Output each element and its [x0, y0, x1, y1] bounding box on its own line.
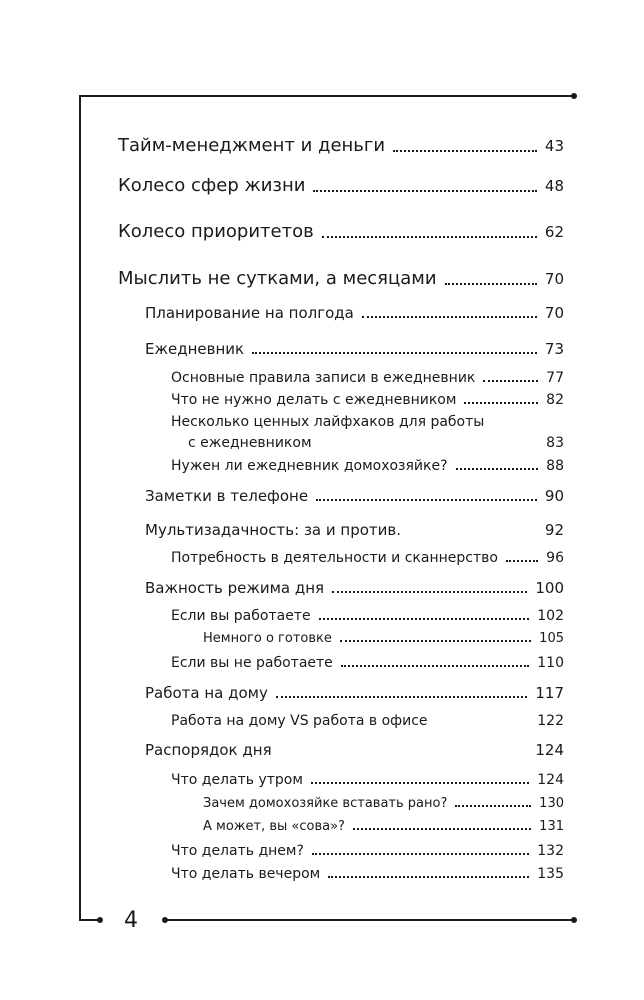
- dot-leader: [311, 782, 529, 784]
- toc-entry[interactable]: [171, 607, 564, 625]
- toc-entry[interactable]: [118, 221, 564, 243]
- toc-entry-title: Что делать утром: [171, 772, 303, 788]
- toc-entry-title: Колесо сфер жизни: [118, 175, 306, 196]
- toc-entry-page: 135: [537, 866, 564, 882]
- toc-entry[interactable]: [145, 579, 564, 598]
- dot-leader: [353, 828, 531, 830]
- toc-entry-title: Заметки в телефоне: [145, 487, 309, 505]
- toc-entry-title: Мультизадачность: за и против.: [145, 521, 402, 539]
- dot-leader: [280, 753, 528, 755]
- toc-entry[interactable]: [171, 842, 564, 860]
- dot-leader: [393, 150, 537, 152]
- toc-entry[interactable]: [203, 818, 564, 835]
- toc-entry-page: 92: [544, 521, 564, 539]
- toc-entry-page: 77: [546, 370, 564, 386]
- toc-entry-page: 43: [544, 137, 564, 155]
- toc-entry-title: Что делать вечером: [171, 866, 321, 882]
- toc-entry[interactable]: [188, 434, 564, 452]
- dot-leader: [445, 283, 537, 285]
- toc-entry[interactable]: [171, 457, 564, 475]
- toc-entry-title: Если вы не работаете: [171, 655, 333, 671]
- toc-entry-page: 90: [544, 487, 564, 505]
- toc-entry-page: 62: [544, 223, 564, 241]
- dot-leader: [340, 640, 531, 642]
- toc-entry[interactable]: [118, 135, 564, 157]
- toc-entry-title: Потребность в деятельности и сканнерство: [171, 550, 498, 566]
- toc-entry-title: А может, вы «сова»?: [203, 819, 345, 834]
- dot-leader: [409, 533, 537, 535]
- toc-entry-page: 100: [535, 579, 564, 597]
- toc-entry[interactable]: [171, 865, 564, 883]
- toc-entry-title: Что не нужно делать с ежедневником: [171, 392, 457, 408]
- toc-entry-title: Планирование на полгода: [145, 304, 354, 322]
- dot-leader: [483, 380, 538, 382]
- dot-leader: [455, 805, 531, 807]
- toc-entry[interactable]: [171, 549, 564, 567]
- dot-leader: [362, 316, 537, 318]
- toc-entry-page: 102: [537, 608, 564, 624]
- dot-leader: [506, 560, 538, 562]
- toc-entry-title: Важность режима дня: [145, 579, 325, 597]
- toc-entry-title: Распорядок дня: [145, 741, 272, 759]
- page-number: 4: [124, 908, 138, 933]
- toc-entry-title: Работа на дому VS работа в офисе: [171, 713, 428, 729]
- toc-entry[interactable]: [118, 175, 564, 197]
- toc-entry-title: Немного о готовке: [203, 631, 332, 646]
- toc-entry-page: 132: [537, 843, 564, 859]
- dot-leader: [464, 402, 538, 404]
- toc-entry-title: Нужен ли ежедневник домохозяйке?: [171, 458, 448, 474]
- toc-entry-title: Ежедневник: [145, 340, 245, 358]
- toc-entry[interactable]: [171, 654, 564, 672]
- toc-entry[interactable]: [118, 268, 564, 290]
- toc-entry-title: Мыслить не сутками, а месяцами: [118, 268, 437, 289]
- toc-entry-page: 130: [539, 796, 564, 811]
- toc-entry[interactable]: [145, 684, 564, 703]
- toc-entry[interactable]: [145, 340, 564, 359]
- dot-leader: [316, 499, 537, 501]
- toc-entry-page: 83: [546, 435, 564, 451]
- dot-leader: [252, 352, 537, 354]
- toc-entry-title: Колесо приоритетов: [118, 221, 314, 242]
- dot-leader: [456, 468, 539, 470]
- toc-entry-title: Тайм-менеджмент и деньги: [118, 135, 386, 156]
- dot-leader: [312, 853, 529, 855]
- toc-entry[interactable]: [145, 521, 564, 540]
- toc-entry-page: 70: [544, 270, 564, 288]
- toc-entry-title: Зачем домохозяйке вставать рано?: [203, 796, 448, 811]
- dot-leader: [320, 445, 539, 447]
- toc-entry[interactable]: [171, 712, 564, 730]
- dot-leader: [322, 236, 537, 238]
- toc-entry[interactable]: [145, 741, 564, 760]
- dot-leader: [276, 696, 527, 698]
- toc-entry-page: 73: [544, 340, 564, 358]
- dot-leader: [328, 876, 529, 878]
- toc-entry-page: 122: [537, 713, 564, 729]
- toc-entry-title: Основные правила записи в ежедневник: [171, 370, 476, 386]
- toc-entry-page: 124: [537, 772, 564, 788]
- toc-entry-page: 124: [535, 741, 564, 759]
- toc-entry-title: с ежедневником: [188, 435, 312, 451]
- dot-leader: [319, 618, 530, 620]
- toc-entry-page: 88: [546, 458, 564, 474]
- toc-entry-page: 110: [537, 655, 564, 671]
- toc-entry[interactable]: [171, 391, 564, 409]
- toc-entry[interactable]: [145, 304, 564, 323]
- toc-entry[interactable]: [171, 369, 564, 387]
- dot-leader: [341, 665, 529, 667]
- toc-entry-page: 82: [546, 392, 564, 408]
- toc-entry-page: 117: [535, 684, 564, 702]
- dot-leader: [436, 723, 530, 725]
- toc-entry-title-line1: Несколько ценных лайфхаков для работы: [171, 414, 485, 430]
- toc-entry-title: Работа на дому: [145, 684, 268, 702]
- dot-leader: [313, 190, 536, 192]
- toc-entry-page: 70: [544, 304, 564, 322]
- toc-entry-page: 131: [539, 819, 564, 834]
- toc-entry-page: 48: [544, 177, 564, 195]
- dot-leader: [332, 591, 527, 593]
- toc-entry[interactable]: [145, 487, 564, 506]
- toc-entry-page: 96: [546, 550, 564, 566]
- toc-entry[interactable]: [203, 630, 564, 647]
- toc-entry[interactable]: [203, 795, 564, 812]
- toc-entry-title: Что делать днем?: [171, 843, 304, 859]
- toc-entry-page: 105: [539, 631, 564, 646]
- toc-entry-title: Если вы работаете: [171, 608, 311, 624]
- toc-entry[interactable]: [171, 771, 564, 789]
